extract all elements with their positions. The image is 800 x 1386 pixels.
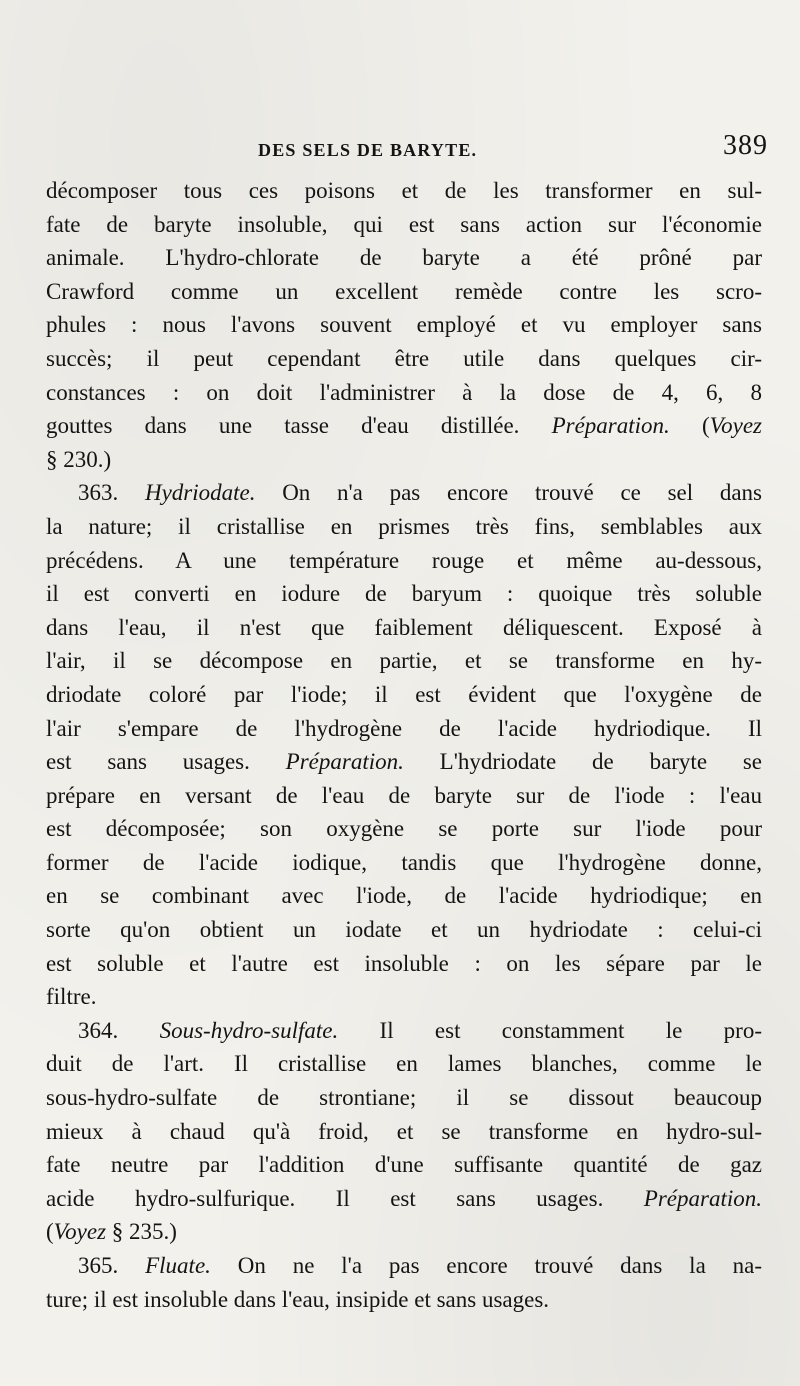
- italic-term: Voyez: [53, 1219, 107, 1245]
- line-text: décomposer tous ces poisons et de les transformer en sul-: [46, 178, 762, 203]
- line-text: prépare en versant de l'eau de baryte sur de l'iode : l'eau: [46, 782, 762, 808]
- running-head: DES SELS DE BARYTE.: [258, 140, 478, 160]
- line-text: On ne l'a pas encore trouvé dans la na-: [210, 1253, 762, 1278]
- italic-term: Sous-hydro-sulfate.: [159, 1017, 339, 1043]
- line-text: l'air, il se décompose en partie, et se transforme en hy-: [46, 648, 762, 674]
- text-line: [46, 1081, 762, 1115]
- text-line: [46, 779, 762, 813]
- text-line: [46, 1215, 762, 1249]
- text-line: [46, 846, 762, 880]
- text-line: [46, 510, 762, 544]
- text-line: [46, 611, 762, 645]
- italic-term: Fluate.: [145, 1253, 211, 1278]
- text-line: [46, 208, 762, 242]
- page-header: [46, 130, 768, 174]
- italic-term: Préparation.: [551, 413, 670, 439]
- text-line: [46, 241, 762, 275]
- line-text: en se combinant avec l'iode, de l'acide hydriodique; en: [46, 883, 762, 909]
- text-line: [46, 409, 762, 443]
- line-text: constances : on doit l'administrer à la dose de 4, 6, 8: [46, 379, 762, 405]
- line-text: la nature; il cristallise en prismes très fins, semblables aux: [46, 513, 762, 539]
- line-text: il est converti en iodure de baryum : quoique très soluble: [46, 581, 762, 607]
- text-line: [46, 745, 762, 779]
- line-text: sous-hydro-sulfate de strontiane; il se dissout beaucoup: [46, 1085, 762, 1111]
- line-text: l'air s'empare de l'hydrogène de l'acide hydriodique. Il: [46, 715, 762, 741]
- line-text: On n'a pas encore trouvé ce sel dans: [255, 480, 762, 506]
- text-line: [46, 544, 762, 578]
- text-line: [46, 913, 762, 947]
- line-text: est soluble et l'autre est insoluble : on les sépare par le: [46, 950, 762, 976]
- line-text: filtre.: [46, 984, 97, 1010]
- text-line: [46, 1115, 762, 1149]
- text-line: [46, 476, 762, 510]
- italic-term: Préparation.: [285, 749, 404, 775]
- line-text: Il est constamment le pro-: [338, 1017, 762, 1043]
- text-line: [46, 1047, 762, 1081]
- line-text: duit de l'art. Il cristallise en lames blanches, comme le: [46, 1051, 762, 1077]
- text-line: [46, 980, 762, 1014]
- text-line: [46, 712, 762, 746]
- line-text: L'hydriodate de baryte se: [403, 749, 762, 775]
- text-line: [46, 1014, 762, 1048]
- text-line: [46, 678, 762, 712]
- text-line: [46, 342, 762, 376]
- line-text: 365.: [78, 1253, 146, 1278]
- italic-term: Hydriodate.: [144, 480, 256, 506]
- line-text: est sans usages.: [46, 749, 286, 775]
- text-line: [46, 376, 762, 410]
- line-text: est décomposée; son oxygène se porte sur l'iode pour: [46, 816, 762, 842]
- line-text: former de l'acide iodique, tandis que l'hydrogène donne,: [46, 849, 762, 875]
- line-text: animale. L'hydro-chlorate de baryte a été prôné par: [46, 245, 762, 271]
- line-text: succès; il peut cependant être utile dans quelques cir-: [46, 345, 762, 371]
- text-line: [46, 308, 762, 342]
- text-line: [46, 879, 762, 913]
- line-text: précédens. A une température rouge et même au-dessous,: [46, 547, 762, 573]
- italic-term: Voyez: [709, 413, 762, 439]
- text-line: [46, 1148, 762, 1182]
- text-line: [46, 1283, 762, 1317]
- line-text: fate de baryte insoluble, qui est sans action sur l'économie: [46, 211, 762, 237]
- text-line: [46, 1249, 762, 1283]
- line-text: mieux à chaud qu'à froid, et se transforme en hydro-sul-: [46, 1118, 762, 1144]
- line-text: § 230.): [46, 446, 112, 472]
- text-line: [46, 174, 762, 208]
- line-text: acide hydro-sulfurique. Il est sans usages.: [46, 1185, 644, 1211]
- line-text: dans l'eau, il n'est que faiblement déliquescent. Exposé à: [46, 614, 762, 640]
- line-text: (: [669, 413, 710, 439]
- line-text: sorte qu'on obtient un iodate et un hydriodate : celui-ci: [46, 917, 762, 943]
- text-line: [46, 443, 762, 477]
- line-text: ture; il est insoluble dans l'eau, insipide et sans usages.: [46, 1286, 550, 1312]
- line-text: 364.: [78, 1017, 160, 1043]
- line-text: 363.: [78, 480, 145, 506]
- line-text: gouttes dans une tasse d'eau distillée.: [46, 413, 552, 439]
- body-text: [46, 174, 762, 1316]
- line-text: (: [46, 1219, 54, 1245]
- line-text: Crawford comme un excellent remède contre les scro-: [46, 278, 762, 304]
- text-line: [46, 577, 762, 611]
- line-text: fate neutre par l'addition d'une suffisante quantité de gaz: [46, 1152, 762, 1178]
- line-text: phules : nous l'avons souvent employé et vu employer sans: [46, 312, 762, 338]
- text-line: [46, 644, 762, 678]
- text-line: [46, 275, 762, 309]
- page-number: 389: [723, 130, 768, 161]
- text-line: [46, 1182, 762, 1216]
- line-text: § 235.): [106, 1219, 177, 1245]
- italic-term: Préparation.: [643, 1185, 762, 1211]
- line-text: driodate coloré par l'iode; il est évident que l'oxygène de: [46, 681, 762, 707]
- text-line: [46, 812, 762, 846]
- text-line: [46, 947, 762, 981]
